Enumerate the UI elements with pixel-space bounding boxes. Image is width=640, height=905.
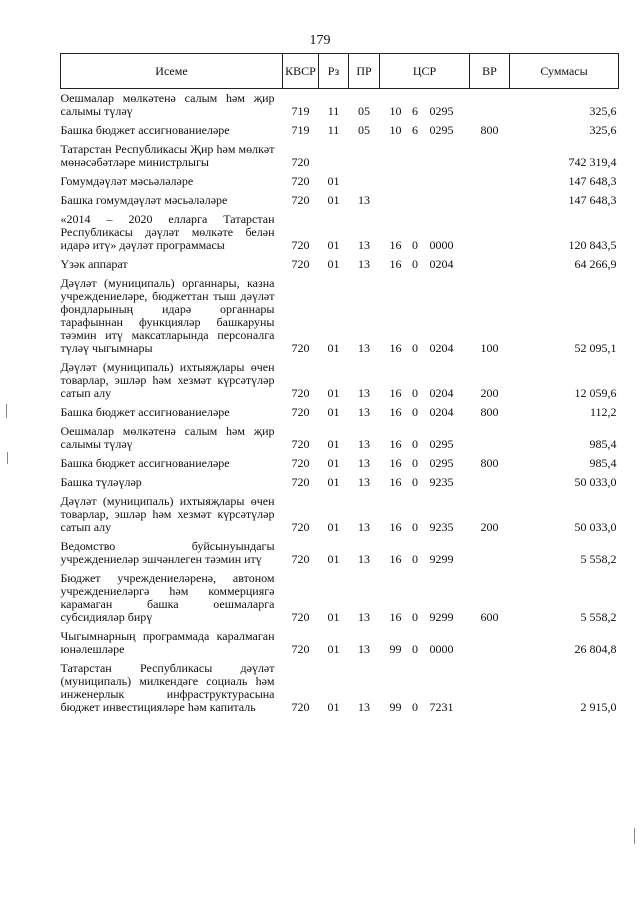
row-csr xyxy=(380,659,470,717)
row-csr2: 0 xyxy=(412,341,418,355)
row-rz: 11 xyxy=(327,104,340,118)
table-row xyxy=(61,627,619,659)
table-row xyxy=(61,403,619,422)
row-vr: 800 xyxy=(480,123,499,137)
row-csr xyxy=(380,210,470,255)
row-pr: 13 xyxy=(358,386,370,400)
row-pr: 13 xyxy=(358,193,370,207)
row-name: Башка бюджет ассигнованиеләре xyxy=(60,405,230,419)
row-rz: 01 xyxy=(327,700,340,714)
row-pr xyxy=(349,140,380,172)
row-vr: 800 xyxy=(480,405,499,419)
row-rz: 01 xyxy=(327,456,340,470)
row-csr2: 0 xyxy=(412,475,418,489)
row-kvsr: 720 xyxy=(291,642,310,656)
header-vr: ВР xyxy=(470,54,510,89)
table-header xyxy=(61,54,619,89)
row-rz: 01 xyxy=(327,610,340,624)
table-row xyxy=(61,255,619,274)
row-csr1: 10 xyxy=(389,123,402,137)
row-sum: 325,6 xyxy=(589,123,617,137)
row-csr3: 9235 xyxy=(429,475,454,489)
row-name: Татарстан Республикасы Җир һәм мөлкәт мөнәсәбәтләре министрлыгы xyxy=(60,142,275,169)
row-csr2: 0 xyxy=(412,386,418,400)
row-csr1: 16 xyxy=(389,437,402,451)
row-csr2: 0 xyxy=(412,405,418,419)
row-sum: 12 059,6 xyxy=(574,386,617,400)
header-csr: ЦСР xyxy=(380,54,470,89)
row-vr xyxy=(470,172,510,191)
row-sum: 112,2 xyxy=(589,405,617,419)
row-csr1: 16 xyxy=(389,475,402,489)
row-kvsr: 720 xyxy=(291,700,310,714)
row-vr xyxy=(470,473,510,492)
row-pr xyxy=(349,172,380,191)
row-vr xyxy=(470,627,510,659)
row-csr xyxy=(380,537,470,569)
row-rz: 01 xyxy=(327,405,340,419)
table-row xyxy=(61,537,619,569)
row-csr3: 0295 xyxy=(429,456,454,470)
row-csr1: 10 xyxy=(389,104,402,118)
row-csr1: 16 xyxy=(389,520,402,534)
row-pr: 13 xyxy=(358,475,370,489)
row-csr1: 99 xyxy=(389,700,402,714)
row-vr: 800 xyxy=(480,456,499,470)
row-csr xyxy=(380,473,470,492)
table-row xyxy=(61,274,619,358)
row-csr2: 6 xyxy=(412,123,418,137)
margin-mark xyxy=(7,452,8,464)
table-row xyxy=(61,659,619,717)
row-csr3: 0295 xyxy=(429,437,454,451)
row-pr: 13 xyxy=(358,552,370,566)
header-kvsr: КВСР xyxy=(283,54,319,89)
row-csr1: 16 xyxy=(389,456,402,470)
row-sum: 26 804,8 xyxy=(574,642,617,656)
row-pr: 13 xyxy=(358,456,370,470)
row-name: Гомумдәүләт мәсьәләләре xyxy=(60,174,194,188)
row-csr xyxy=(380,627,470,659)
row-csr xyxy=(380,140,470,172)
row-sum: 147 648,3 xyxy=(568,174,617,188)
row-name: Дәүләт (муниципаль) ихтыяҗлары өчен товарлар, эшләр һәм хезмәт күрсәтүләр сатып алу xyxy=(60,360,275,400)
row-pr: 13 xyxy=(358,610,370,624)
table-row xyxy=(61,569,619,627)
row-kvsr: 719 xyxy=(291,104,310,118)
row-rz: 01 xyxy=(327,174,340,188)
row-vr xyxy=(470,255,510,274)
row-sum: 50 033,0 xyxy=(574,475,617,489)
row-name: Чыгымнарның программада каралмаган юнәлешләре xyxy=(60,629,275,656)
table-body xyxy=(61,89,619,718)
row-csr xyxy=(380,172,470,191)
row-rz: 01 xyxy=(327,520,340,534)
row-csr1: 16 xyxy=(389,341,402,355)
row-kvsr: 720 xyxy=(291,405,310,419)
row-sum: 64 266,9 xyxy=(574,257,617,271)
margin-mark xyxy=(6,404,7,418)
row-pr: 13 xyxy=(358,700,370,714)
table-row xyxy=(61,492,619,537)
row-pr: 13 xyxy=(358,257,370,271)
row-sum: 2 915,0 xyxy=(580,700,617,714)
row-csr xyxy=(380,255,470,274)
row-sum: 147 648,3 xyxy=(568,193,617,207)
row-csr3: 7231 xyxy=(429,700,454,714)
row-pr: 13 xyxy=(358,405,370,419)
row-csr2: 0 xyxy=(412,257,418,271)
row-vr: 100 xyxy=(480,341,499,355)
row-vr xyxy=(470,89,510,122)
row-pr: 13 xyxy=(358,341,370,355)
row-csr xyxy=(380,358,470,403)
row-csr3: 0204 xyxy=(429,257,454,271)
row-csr xyxy=(380,121,470,140)
row-rz: 01 xyxy=(327,642,340,656)
margin-mark xyxy=(634,828,635,844)
row-sum: 985,4 xyxy=(589,437,617,451)
row-rz: 01 xyxy=(327,552,340,566)
row-name: Бюджет учреждениеләренә, автоном учреждениеләргә һәм коммерциягә карамаган башка оешмаларга субсидияләр бирү xyxy=(60,571,275,624)
row-csr1: 16 xyxy=(389,238,402,252)
row-pr: 05 xyxy=(358,104,370,118)
row-rz: 01 xyxy=(327,475,340,489)
row-rz: 01 xyxy=(327,193,340,207)
row-name: Оешмалар мөлкәтенә салым һәм җир салымы түләү xyxy=(60,424,275,451)
row-vr xyxy=(470,210,510,255)
row-sum: 325,6 xyxy=(589,104,617,118)
row-rz: 01 xyxy=(327,341,340,355)
row-csr xyxy=(380,492,470,537)
row-kvsr: 720 xyxy=(291,238,310,252)
table-row xyxy=(61,191,619,210)
row-name: «2014 – 2020 елларга Татарстан Республикасы дәүләт мөлкәте белән идарә итү» дәүләт программасы xyxy=(60,212,275,252)
row-csr1: 16 xyxy=(389,610,402,624)
row-name: Башка бюджет ассигнованиеләре xyxy=(60,456,230,470)
row-csr2: 0 xyxy=(412,520,418,534)
row-csr1: 99 xyxy=(389,642,402,656)
row-sum: 52 095,1 xyxy=(574,341,617,355)
row-csr2: 0 xyxy=(412,238,418,252)
row-csr3: 0000 xyxy=(429,238,454,252)
row-vr: 200 xyxy=(480,386,499,400)
row-name: Оешмалар мөлкәтенә салым һәм җир салымы түләү xyxy=(60,91,275,118)
row-csr2: 0 xyxy=(412,437,418,451)
row-kvsr: 720 xyxy=(291,257,310,271)
table-row xyxy=(61,210,619,255)
row-name: Дәүләт (муниципаль) ихтыяҗлары өчен товарлар, эшләр һәм хезмәт күрсәтүләр сатып алу xyxy=(60,494,275,534)
row-name: Татарстан Республикасы дәүләт (муниципаль) милкендәге социаль һәм инженерлык инфраструктурасына бюджет инвестицияләре һәм капиталь xyxy=(60,661,275,714)
row-csr xyxy=(380,403,470,422)
row-sum: 5 558,2 xyxy=(580,610,617,624)
row-name: Дәүләт (муниципаль) органнары, казна учреждениеләре, бюджеттан тыш дәүләт фондларының идарә органнары тарафыннан функцияләр башкаруны тәэмин итү максатларында персоналга түләү чыгымнары xyxy=(60,276,275,355)
budget-table xyxy=(60,53,619,717)
row-kvsr: 720 xyxy=(291,174,310,188)
row-kvsr: 720 xyxy=(291,456,310,470)
row-kvsr: 720 xyxy=(291,155,310,169)
row-csr3: 0295 xyxy=(429,123,454,137)
row-csr2: 0 xyxy=(412,610,418,624)
row-csr3: 0204 xyxy=(429,386,454,400)
row-rz: 01 xyxy=(327,386,340,400)
row-csr xyxy=(380,89,470,122)
row-csr xyxy=(380,422,470,454)
row-kvsr: 720 xyxy=(291,475,310,489)
row-kvsr: 720 xyxy=(291,341,310,355)
row-csr1: 16 xyxy=(389,405,402,419)
row-csr xyxy=(380,569,470,627)
row-kvsr: 720 xyxy=(291,610,310,624)
row-vr: 200 xyxy=(480,520,499,534)
row-name: Үзәк аппарат xyxy=(60,257,128,271)
row-vr xyxy=(470,422,510,454)
row-csr3: 0204 xyxy=(429,405,454,419)
row-sum: 5 558,2 xyxy=(580,552,617,566)
table-row xyxy=(61,121,619,140)
row-kvsr: 720 xyxy=(291,437,310,451)
row-csr3: 9299 xyxy=(429,552,454,566)
row-rz: 01 xyxy=(327,257,340,271)
table-row xyxy=(61,140,619,172)
row-pr: 05 xyxy=(358,123,370,137)
row-csr1: 16 xyxy=(389,257,402,271)
row-csr1: 16 xyxy=(389,552,402,566)
row-csr xyxy=(380,191,470,210)
row-pr: 13 xyxy=(358,238,370,252)
header-pr: ПР xyxy=(349,54,380,89)
row-pr: 13 xyxy=(358,520,370,534)
row-sum: 50 033,0 xyxy=(574,520,617,534)
row-kvsr: 720 xyxy=(291,552,310,566)
header-sum: Суммасы xyxy=(510,54,619,89)
table-row xyxy=(61,172,619,191)
row-vr xyxy=(470,537,510,569)
row-rz: 11 xyxy=(327,123,340,137)
table-row xyxy=(61,89,619,122)
row-csr3: 9299 xyxy=(429,610,454,624)
row-csr xyxy=(380,274,470,358)
table-row xyxy=(61,473,619,492)
row-vr xyxy=(470,659,510,717)
table-row xyxy=(61,422,619,454)
row-csr3: 0295 xyxy=(429,104,454,118)
row-pr: 13 xyxy=(358,642,370,656)
header-rz: Рз xyxy=(319,54,349,89)
row-vr xyxy=(470,191,510,210)
row-pr: 13 xyxy=(358,437,370,451)
page-number: 179 xyxy=(309,33,331,48)
row-rz xyxy=(319,140,349,172)
row-kvsr: 720 xyxy=(291,386,310,400)
row-rz: 01 xyxy=(327,238,340,252)
row-vr xyxy=(470,140,510,172)
row-csr3: 0000 xyxy=(429,642,454,656)
row-name: Башка гомумдәүләт мәсьәләләре xyxy=(60,193,228,207)
row-csr3: 9235 xyxy=(429,520,454,534)
row-csr2: 0 xyxy=(412,700,418,714)
table-row xyxy=(61,358,619,403)
row-csr2: 0 xyxy=(412,552,418,566)
row-csr2: 0 xyxy=(412,642,418,656)
row-name: Башка түләүләр xyxy=(60,475,142,489)
row-csr xyxy=(380,454,470,473)
header-name: Исеме xyxy=(61,54,283,89)
table-row xyxy=(61,454,619,473)
row-rz: 01 xyxy=(327,437,340,451)
row-csr1: 16 xyxy=(389,386,402,400)
row-name: Ведомство буйсынуындагы учреждениеләр эшчәнлеген тәэмин итү xyxy=(60,539,275,566)
row-sum: 742 319,4 xyxy=(568,155,617,169)
row-kvsr: 720 xyxy=(291,193,310,207)
row-name: Башка бюджет ассигнованиеләре xyxy=(60,123,230,137)
row-csr3: 0204 xyxy=(429,341,454,355)
row-sum: 120 843,5 xyxy=(568,238,617,252)
row-csr2: 6 xyxy=(412,104,418,118)
row-kvsr: 720 xyxy=(291,520,310,534)
row-kvsr: 719 xyxy=(291,123,310,137)
row-vr: 600 xyxy=(480,610,499,624)
row-sum: 985,4 xyxy=(589,456,617,470)
row-csr2: 0 xyxy=(412,456,418,470)
